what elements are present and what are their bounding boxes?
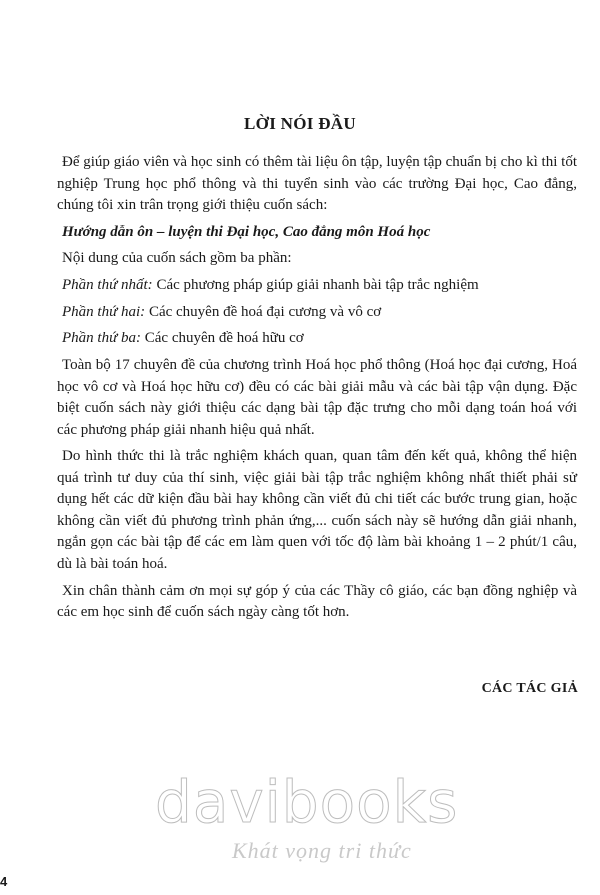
author-signature: CÁC TÁC GIẢ (481, 681, 578, 696)
watermark-slogan: Khát vọng tri thức (232, 838, 412, 863)
content-intro: Nội dung của cuốn sách gồm ba phần: (62, 250, 292, 267)
part-3-text: Các chuyên đề hoá hữu cơ (141, 330, 304, 347)
paragraph-3: Do hình thức thi là trắc nghiệm khách quan, quan tâm đến kết quả, không thể hiện quá trình tư duy của thí sinh, việc giải bài tập trắc nghiệm không nhất thiết phải sử dụng hết các dữ kiện đầu bài hay không cần viết đủ chi tiết các bước trung gian, hoặc không cần viết đủ phương trình phản ứng,... cuốn sách này sẽ hướng dẫn giải nhanh, ngắn gọn các bài tập để các em làm quen với tốc độ làm bài khoảng 1 – 2 phút/1 câu, dù là bài toán hoá. (57, 448, 577, 572)
body-text (57, 152, 577, 629)
page-title: LỜI NÓI ĐẦU (244, 114, 356, 133)
paragraph-4: Xin chân thành cảm ơn mọi sự góp ý của các Thầy cô giáo, các bạn đồng nghiệp và các em học sinh để cuốn sách ngày càng tốt hơn. (57, 582, 577, 620)
part-1 (57, 275, 577, 297)
part-3-label: Phần thứ ba: (62, 330, 142, 347)
part-2-text: Các chuyên đề hoá đại cương và vô cơ (145, 303, 382, 320)
intro-paragraph: Để giúp giáo viên và học sinh có thêm tài liệu ôn tập, luyện tập chuẩn bị cho kì thi tốt nghiệp Trung học phổ thông và thi tuyển sinh vào các trường Đại học, Cao đẳng, chúng tôi xin trân trọng giới thiệu cuốn sách: (57, 154, 577, 213)
page-number: 4 (0, 874, 8, 889)
part-3 (57, 328, 577, 350)
paragraph-2: Toàn bộ 17 chuyên đề của chương trình Hoá học phổ thông (Hoá học đại cương, Hoá học vô cơ và Hoá học hữu cơ) đều có các bài giải mẫu và các bài tập vận dụng. Đặc biệt cuốn sách này giới thiệu các dạng bài tập đặc trưng cho mỗi dạng toán hoá với các phương pháp giải nhanh hiệu quả nhất. (57, 357, 577, 438)
book-title: Hướng dẫn ôn – luyện thi Đại học, Cao đẳng môn Hoá học (62, 223, 431, 240)
part-1-text: Các phương pháp giúp giải nhanh bài tập trắc nghiệm (152, 277, 479, 294)
part-2 (57, 302, 577, 324)
part-2-label: Phần thứ hai: (62, 303, 146, 320)
part-1-label: Phần thứ nhất: (62, 277, 153, 294)
watermark-brand: davibooks (155, 768, 459, 836)
